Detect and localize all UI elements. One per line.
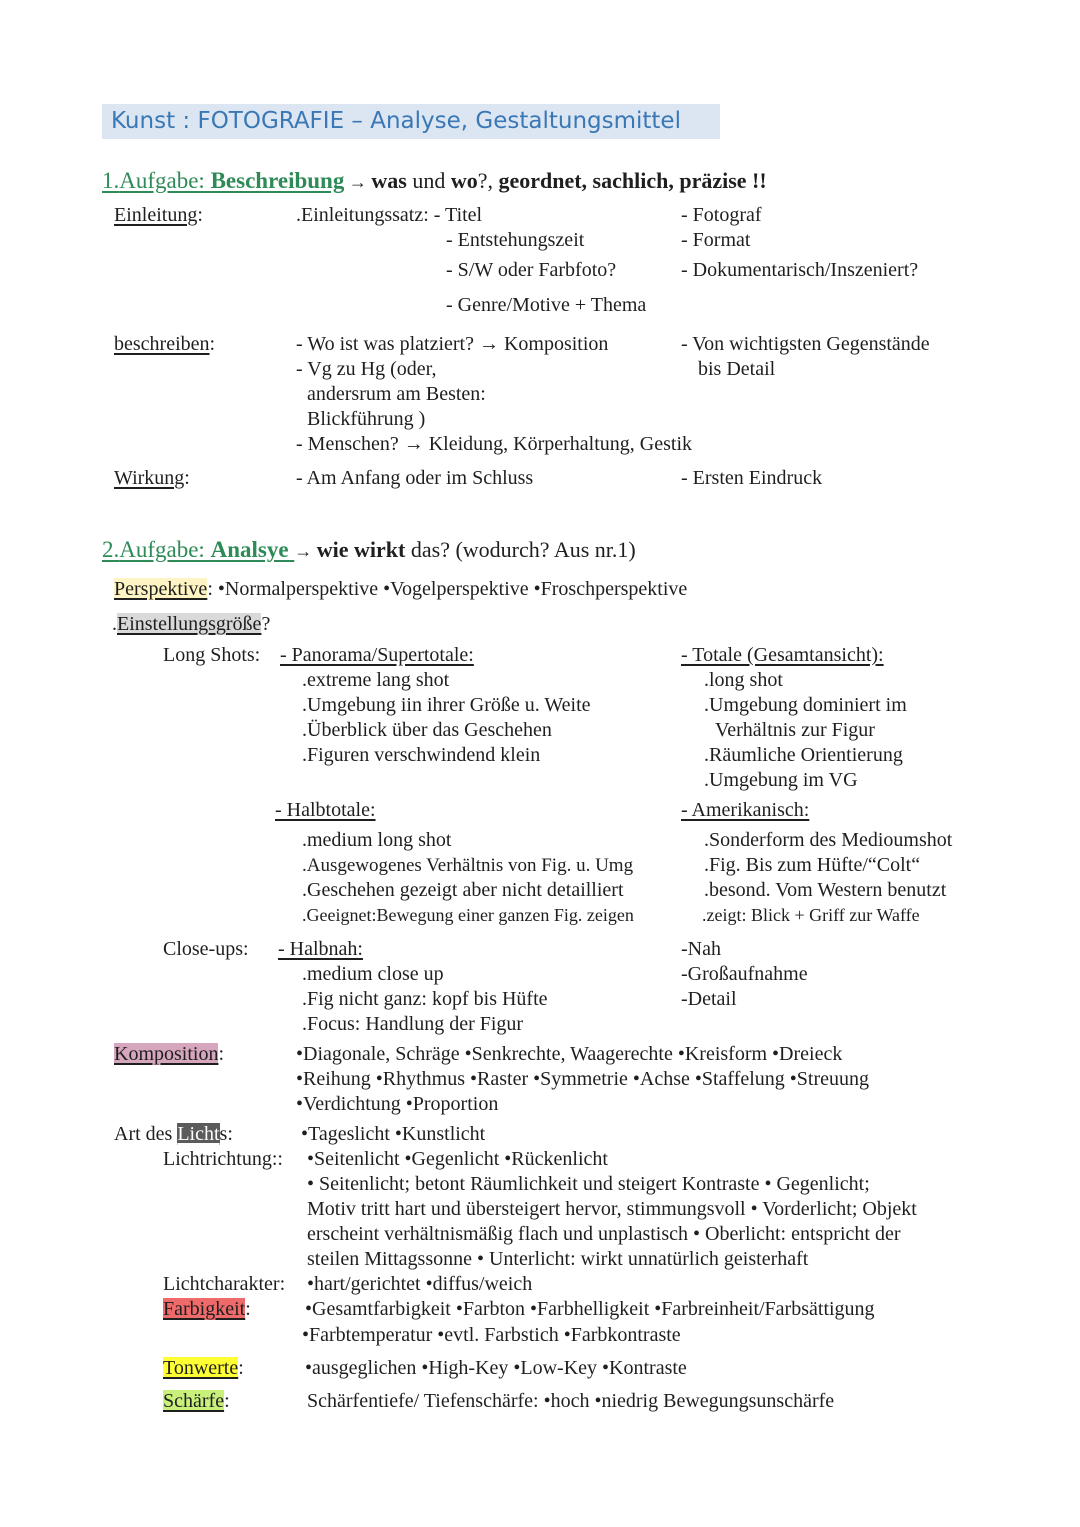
beschreiben-line: andersrum am Besten:: [307, 383, 486, 405]
einstellung-label: Einstellungsgröße: [117, 613, 262, 635]
task1-text-e: geordnet, sachlich, präzise !!: [498, 168, 767, 193]
totale-item: Verhältnis zur Figur: [715, 719, 875, 741]
einleitung-label-text: Einleitung: [114, 204, 198, 226]
task1-name: Beschreibung: [210, 168, 345, 193]
wirkung-colon: :: [184, 467, 190, 489]
beschreiben-line: - Menschen? → Kleidung, Körperhaltung, Gestik: [296, 433, 693, 455]
amerikanisch-item: .Sonderform des Medioumshot: [704, 829, 953, 851]
lichtrichtung-text: •Seitenlicht •Gegenlicht •Rückenlicht: [307, 1148, 608, 1170]
komposition-line: •Verdichtung •Proportion: [296, 1093, 499, 1115]
komposition-label: [114, 1042, 224, 1067]
licht-desc-line: erscheint verhältnismäßig flach und unplastisch • Oberlicht: entspricht der: [307, 1223, 901, 1245]
task1-word: Aufgabe:: [119, 168, 211, 193]
schaerfe-label-text: Schärfe: [163, 1390, 225, 1412]
lichtrichtung-label: Lichtrichtung::: [163, 1148, 283, 1170]
task2-arrow: →: [294, 541, 317, 561]
panorama-item: .extreme lang shot: [302, 669, 450, 691]
licht-desc-line: Motiv tritt hart und übersteigert hervor, stimmungsvoll • Vorderlicht; Objekt: [307, 1198, 917, 1220]
komposition-colon: :: [218, 1043, 225, 1065]
einstellung-dot: .: [112, 613, 117, 635]
halbtotale-item: .Ausgewogenes Verhältnis von Fig. u. Umg: [302, 855, 634, 876]
halbnah-head: - Halbnah:: [278, 938, 363, 960]
halbnah-item: .Fig nicht ganz: kopf bis Hüfte: [302, 988, 548, 1010]
komposition-line: •Reihung •Rhythmus •Raster •Symmetrie •Achse •Staffelung •Streuung: [296, 1068, 870, 1090]
komposition-label-text: Komposition: [114, 1043, 219, 1065]
halbtotale-item: .medium long shot: [302, 829, 452, 851]
einleitung-colon: :: [197, 204, 203, 226]
halbtotale-item: .Geeignet:Bewegung einer ganzen Fig. zeigen: [302, 905, 634, 925]
tonwerte-label: [163, 1356, 244, 1381]
task1-text-d: ?,: [477, 168, 499, 193]
totale-item: .Räumliche Orientierung: [704, 744, 903, 766]
task2-number: 2.: [102, 537, 120, 562]
task2-text-a: wie wirkt: [316, 537, 406, 562]
einleitung-item: - Fotograf: [681, 204, 762, 226]
beschreiben-right: bis Detail: [698, 358, 776, 380]
wirkung-left: - Am Anfang oder im Schluss: [296, 467, 534, 489]
totale-head: - Totale (Gesamtansicht):: [681, 644, 884, 666]
page-title: Kunst : FOTOGRAFIE – Analyse, Gestaltungsmittel: [102, 104, 720, 139]
beschreiben-colon: :: [209, 333, 216, 355]
einleitungssatz: .Einleitungssatz: - Titel: [296, 204, 483, 226]
perspektive-label: Perspektive: [114, 578, 208, 600]
licht-desc-line: • Seitenlicht; betont Räumlichkeit und steigert Kontraste • Gegenlicht;: [307, 1173, 870, 1195]
amerikanisch-item: .besond. Vom Western benutzt: [704, 879, 947, 901]
farbigkeit-label-text: Farbigkeit: [163, 1298, 246, 1320]
einleitung-item: - Format: [681, 229, 751, 251]
licht-desc-line: steilen Mittagssonne • Unterlicht: wirkt unnatürlich geisterhaft: [307, 1248, 809, 1270]
wirkung-label: [114, 466, 190, 491]
beschreiben-line: - Wo ist was platziert? → Komposition: [296, 333, 609, 355]
panorama-item: .Umgebung iin ihrer Größe u. Weite: [302, 694, 591, 716]
licht-label: [114, 1122, 233, 1147]
longshots-label: Long Shots:: [163, 644, 261, 666]
totale-item: .Umgebung dominiert im: [704, 694, 907, 716]
panorama-item: .Figuren verschwindend klein: [302, 744, 541, 766]
einleitung-item: - Entstehungszeit: [446, 229, 585, 251]
einleitung-item: - Dokumentarisch/Inszeniert?: [681, 259, 919, 281]
tonwerte-label-text: Tonwerte: [163, 1357, 239, 1379]
beschreiben-line: - Vg zu Hg (oder,: [296, 358, 437, 380]
einleitung-item: - Genre/Motive + Thema: [446, 294, 647, 316]
task2-heading: [102, 535, 636, 566]
beschreiben-line: Blickführung ): [307, 408, 426, 430]
farbigkeit-label: [163, 1297, 251, 1322]
halbtotale-item: .Geschehen gezeigt aber nicht detailliert: [302, 879, 624, 901]
task2-name: Analsye: [210, 537, 295, 562]
licht-prefix: Art des: [114, 1123, 178, 1145]
task1-text-b: und: [406, 168, 451, 193]
halbnah-item: .medium close up: [302, 963, 444, 985]
einstellung-row: [112, 612, 270, 637]
closeups-right: -Detail: [681, 988, 737, 1010]
farbigkeit-line: •Farbtemperatur •evtl. Farbstich •Farbkontraste: [302, 1324, 681, 1346]
schaerfe-text: Schärfentiefe/ Tiefenschärfe: •hoch •niedrig Bewegungsunschärfe: [307, 1390, 835, 1412]
perspektive-text: : •Normalperspektive •Vogelperspektive •Froschperspektive: [207, 578, 688, 600]
lichtcharakter-label: Lichtcharakter:: [163, 1273, 286, 1295]
closeups-right: -Großaufnahme: [681, 963, 808, 985]
panorama-head: - Panorama/Supertotale:: [280, 644, 474, 666]
einleitung-item: - S/W oder Farbfoto?: [446, 259, 617, 281]
licht-art: •Tageslicht •Kunstlicht: [301, 1123, 486, 1145]
einstellung-q: ?: [261, 613, 271, 635]
farbigkeit-line: •Gesamtfarbigkeit •Farbton •Farbhelligkeit •Farbreinheit/Farbsättigung: [305, 1298, 875, 1320]
totale-item: .long shot: [704, 669, 783, 691]
lichtcharakter-text: •hart/gerichtet •diffus/weich: [307, 1273, 533, 1295]
task2-word: Aufgabe:: [119, 537, 211, 562]
schaerfe-label: [163, 1389, 230, 1414]
totale-item: .Umgebung im VG: [704, 769, 858, 791]
perspektive-row: [114, 577, 687, 602]
halbnah-item: .Focus: Handlung der Figur: [302, 1013, 524, 1035]
farbigkeit-colon: :: [245, 1298, 251, 1320]
komposition-line: •Diagonale, Schräge •Senkrechte, Waagerechte •Kreisform •Dreieck: [296, 1043, 843, 1065]
panorama-item: .Überblick über das Geschehen: [302, 719, 552, 741]
task2-text-b: das? (wodurch? Aus nr.1): [405, 537, 636, 562]
amerikanisch-head: - Amerikanisch:: [681, 799, 810, 821]
halbtotale-head: - Halbtotale:: [275, 799, 376, 821]
amerikanisch-item: .Fig. Bis zum Hüfte/“Colt“: [704, 854, 921, 876]
schaerfe-colon: :: [224, 1390, 230, 1412]
licht-word: Licht: [177, 1123, 220, 1145]
beschreiben-label-text: beschreiben: [114, 333, 210, 355]
task1-number: 1.: [102, 168, 120, 193]
licht-suffix: s:: [219, 1123, 233, 1145]
amerikanisch-item: .zeigt: Blick + Griff zur Waffe: [702, 905, 920, 925]
task1-arrow: →: [344, 172, 372, 192]
closeups-right: -Nah: [681, 938, 721, 960]
closeups-label: Close-ups:: [163, 938, 249, 960]
beschreiben-label: [114, 332, 215, 357]
wirkung-label-text: Wirkung: [114, 467, 185, 489]
tonwerte-colon: :: [238, 1357, 244, 1379]
tonwerte-text: •ausgeglichen •High-Key •Low-Key •Kontraste: [305, 1357, 687, 1379]
einleitung-label: [114, 203, 203, 228]
beschreiben-right: - Von wichtigsten Gegenstände: [681, 333, 930, 355]
task1-text-c: wo: [450, 168, 478, 193]
task1-heading: [102, 166, 767, 197]
wirkung-right: - Ersten Eindruck: [681, 467, 823, 489]
task1-text-a: was: [371, 168, 407, 193]
